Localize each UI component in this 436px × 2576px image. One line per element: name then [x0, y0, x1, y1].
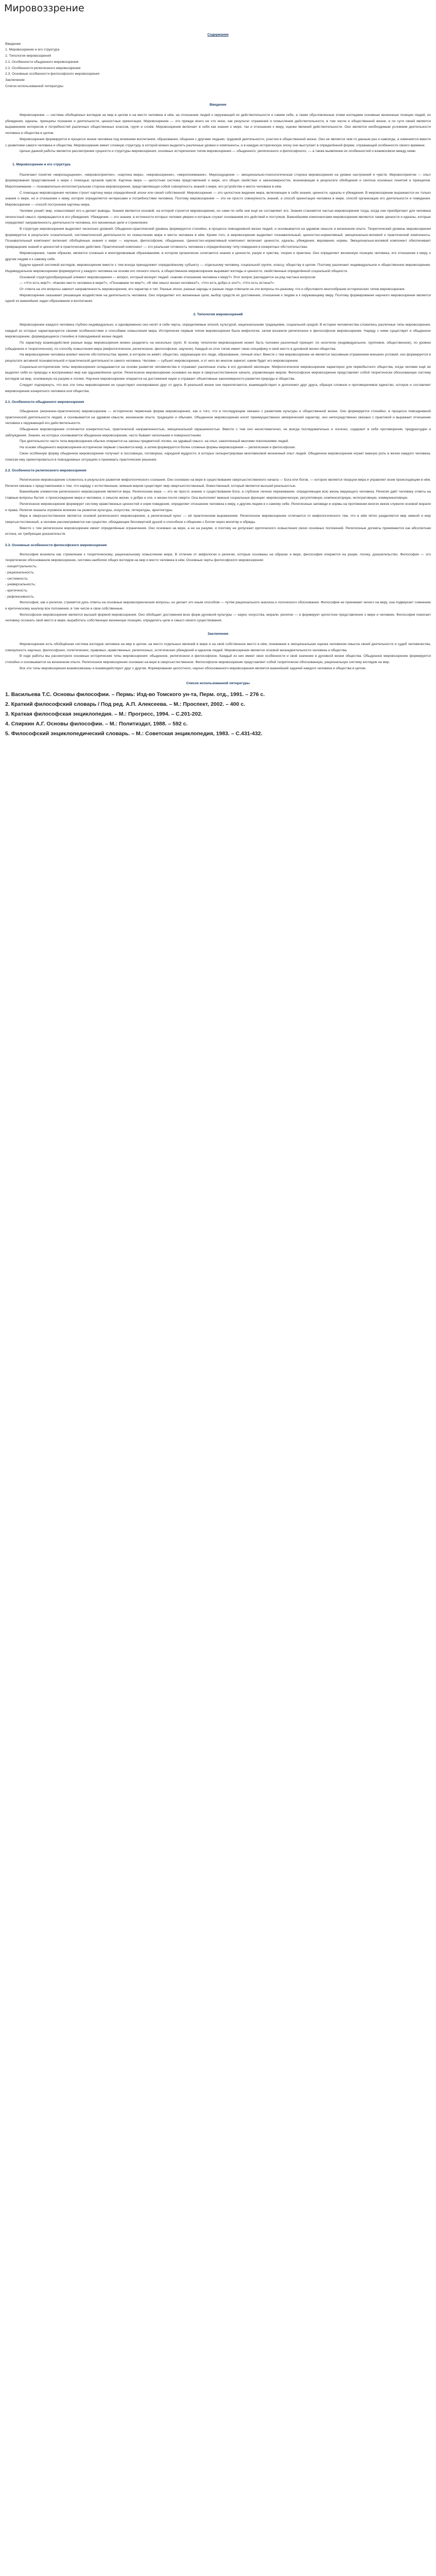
paragraph: Основной структурообразующий элемент мировоззрения — вопрос, который волнует людей: «каково отношение человека к миру?» Этот вопрос распадается на ряд частных вопросов:	[20, 275, 316, 279]
toc-item: 2.1. Особенности обыденного мировоззрения	[5, 60, 79, 64]
paragraph: От ответа на эти вопросы зависит направленность мировоззрения, его характер и тип. Разные эпохи, разные народы и разные люди отвечали на эти вопросы по-разному, что и обусловило многообразие исторических типов мировоззрения.	[20, 287, 406, 292]
paragraph: Мировоззрение, таким образом, является сложным и многоуровневым образованием, в котором органически сочетаются знания и ценности, разум и чувства, теория и практика. Оно определяет жизненную позицию человека, его отношение к миру, к другим людям и к самому себе.	[5, 251, 431, 261]
paragraph: По характеру взаимодействия разные виды мировоззрения можно разделить на несколько групп. В основу типологии мировоззрения может быть положен различный принцип: по носителю (индивидуальное, групповое, общественное), по уровню (обыденное и теоретическое), по способу осмысления мира (мифологическое, религиозное, философское, научное). Каждый из этих типов имеет свою специфику и своё место в духовной жизни общества.	[5, 341, 431, 351]
paragraph: Свою особенную форму обыденное мировоззрение получает в пословицах, поговорках, народной мудрости, в которых сконцентрирован многовековой жизненный опыт людей. Обыденное мировоззрение играет важную роль в жизни каждого человека, помогая ему ориентироваться в повседневных ситуациях и принимать практические решения.	[5, 451, 431, 462]
paragraph: В ходе работы мы рассмотрели основные исторические типы мировоззрения: обыденное, религиозное и философское. Каждый из них имеет свои особенности и своё значение в духовной жизни общества. Обыденное мировоззрение формируется стихийно и основывается на жизненном опыте. Религиозное мировоззрение основано на вере в сверхъестественное. Философское мировоззрение представляет собой теоретически обоснованную, рациональную систему взглядов на мир.	[5, 654, 431, 664]
paragraph: Философия, как и религия, стремится дать ответы на основные мировоззренческие вопросы, но делает это иным способом — путём рационального анализа и логического обоснования. Философия не принимает ничего на веру, она подвергает сомнению и критическому анализу все положения, в том числе и свои собственные.	[5, 601, 431, 611]
paragraph: Мировоззрение оказывает решающее воздействие на деятельность человека. Оно определяет его жизненные цели, выбор средств их достижения, отношение к людям и к окружающему миру. Поэтому формирование научного мировоззрения является одной из важнейших задач образования и воспитания.	[5, 293, 431, 303]
paragraph: Важнейшим элементом религиозного мировоззрения является вера. Религиозная вера — это не просто знание о существовании Бога, а глубокое личное переживание, определяющее всю жизнь верующего человека. Религия даёт человеку ответы на главные вопросы бытия: о происхождении мира и человека, о смысле жизни, о добре и зле, о жизни после смерти. Она выполняет важные социальные функции: мировоззренческую, регулятивную, компенсаторную, интегративную, коммуникативную.	[5, 490, 431, 500]
paragraph: Все эти типы мировоззрения взаимосвязаны и взаимодействуют друг с другом. Формирование целостного, научно обоснованного мировоззрения является важнейшей задачей каждого человека и общества в целом.	[20, 666, 367, 670]
toc-item: 1. Мировоззрение и его структура	[5, 48, 60, 52]
section-heading: 2.1. Особенности обыденного мировоззрения	[5, 400, 84, 404]
bibliography-item: 5. Философский энциклопедический словарь. – М.: Советская энциклопедия, 1983. – С.431-432.	[5, 731, 263, 737]
section-heading: 2. Типология мировоззрений	[193, 313, 243, 317]
paragraph: Следует подчеркнуть, что все эти типы мировоззрения не существуют изолированно друг от друга. В реальной жизни они переплетаются, взаимодействуют и дополняют друг друга, образуя сложное и противоречивое единство, которое и составляет мировоззрение конкретного человека или общества.	[5, 383, 431, 393]
paragraph: Мировоззрение каждого человека глубоко индивидуально, и одновременно оно несёт в себе черты, определяемые эпохой, культурой, национальными традициями, социальной средой. В истории человечества сложились различные типы мировоззрения, каждый из которых характеризуется своими особенностями и способами осмысления мира. Исторически первым типом мировоззрения была мифология, затем возникли религиозное и философское мировоззрение. Наряду с ними существует и обыденное мировоззрение, формирующееся стихийно в повседневной жизни людей.	[5, 323, 431, 339]
paragraph: Обыденное (жизненно-практическое) мировоззрение — исторически первичная форма мировоззрения, как и того, что в последующем связано с развитием культуры и общественной жизни. Оно формируется стихийно, в процессе повседневной практической деятельности людей, и основывается на здравом смысле, жизненном опыте, традициях и обычаях. Обыденное мировоззрение носит преимущественно эмпирический характер, оно непосредственно связано с практикой и выражает отношение человека к окружающей его действительности.	[5, 409, 431, 426]
paragraph: Целью данной работы является рассмотрение сущности и структуры мировоззрения, основных исторических типов мировоззрения — обыденного, религиозного и философского, — а также выявление их особенностей и взаимосвязи между ними.	[20, 149, 416, 154]
toc-item: Список использованной литературы	[5, 84, 63, 88]
paragraph: Религиозное мировоззрение сложилось в результате развития мифологического сознания. Оно основано на вере в существование сверхъестественного начала — Бога или богов, — которое является творцом мира и управляет всем происходящим в нём. Религия связана с представлением о том, что наряду с естественным, земным миром существует мир сверхъестественный, божественный, который является высшей реальностью.	[5, 478, 431, 488]
toc-item: Заключение	[5, 78, 25, 82]
list-item: - рациональность;	[5, 570, 34, 574]
paragraph: На основе обыденного мировоззрения исторически первым становится миф, а затем формируются более сложные формы мировоззрения — религиозная и философская.	[20, 446, 296, 450]
paragraph: Мировоззрение есть обобщённая система взглядов человека на мир в целом, на место отдельных явлений в мире и на своё собственное место в нём, понимание и эмоциональная оценка человеком смысла своей деятельности и судеб человечества, совокупность научных, философских, политических, правовых, нравственных, религиозных, эстетических убеждений и идеалов людей. Мировоззрение является основой жизнедеятельности человека и общества.	[5, 642, 431, 652]
paragraph: Будучи единой системой взглядов, мировоззрение вместе с тем всегда принадлежит определённому субъекту — отдельному человеку, социальной группе, классу, обществу в целом. Поэтому различают индивидуальное и общественное мировоззрение. Индивидуальное мировоззрение формируется у каждого человека на основе его личного опыта, а общественное мировоззрение выражает взгляды и ценности, свойственные определённой социальной общности.	[5, 263, 431, 273]
bibliography-item: 4. Спиркин А.Г. Основы философии. – М.: Политиздат, 1988. – 592 с.	[5, 721, 188, 727]
bibliography-item: 3. Краткая философская энциклопедия. – М.: Прогресс, 1994. – С.201-202.	[5, 711, 203, 718]
paragraph: Философия возникла как стремление к теоретическому, рациональному осмыслению мира. В отличие от мифологии и религии, которые основаны на образах и вере, философия опирается на разум, логику, доказательство. Философия — это теоретически обоснованное мировоззрение, система наиболее общих взглядов на мир и место человека в нём. Основные черты философского мировоззрения:	[5, 552, 431, 563]
paragraph: Различают понятия «мироощущение», «мировосприятие», «картина мира», «мировоззрение», «миропонимание». Мироощущение — эмоционально-психологическая сторона мировоззрения на уровне настроений и чувств. Мировосприятие — опыт формирования представлений о мире с помощью органов чувств. Картина мира — целостная система представлений о мире, его общих свойствах и закономерностях, возникающая в результате обобщения и синтеза основных понятий и принципов. Миропонимание — познавательно-интеллектуальная сторона мировоззрения, представляющая собой совокупность знаний о мире, его устройстве и месте человека в нём.	[5, 173, 431, 189]
paragraph: Философское мировоззрение является высшей формой мировоззрения. Оно обобщает достижения всех форм духовной культуры — науки, искусства, морали, религии — и формирует целостное представление о мире и человеке. Философия помогает человеку осознать своё место в мире, выработать собственную жизненную позицию, определить цели и смысл своего существования.	[5, 613, 431, 623]
paragraph: Человек узнаёт мир, осмысливает его и делает выводы. Знания являются основой, на которой строится мировоззрение, но сами по себе они ещё не составляют его. Знания становятся частью мировоззрения тогда, когда они приобретают для человека личностный смысл, превращаются в его убеждения. Убеждения — это знания, в истинности которых человек уверен и которые служат основанием его действий и поступков. Важнейшими компонентами мировоззрения являются также ценности и идеалы, которые определяют направленность деятельности человека, его жизненные цели и стремления.	[5, 209, 431, 225]
list-item: - системность;	[5, 577, 28, 581]
toc-item: 2. Типология мировоззрений	[5, 54, 51, 58]
section-heading: Заключение	[207, 632, 229, 636]
section-heading: 2.3. Основные особенности философского мировоззрения	[5, 544, 107, 548]
list-item: - рефлексивность.	[5, 595, 35, 599]
paragraph: Обыденное мировоззрение отличается конкретностью, практической направленностью, эмоциональной окрашенностью. Вместе с тем оно несистематично, не всегда последовательно и логично, содержит в себе противоречия, предрассудки и заблуждения. Знания, на которых основывается обыденное мировоззрение, часто бывают неполными и поверхностными.	[5, 428, 431, 437]
paragraph: Вера в сверхъестественное является основой религиозного мировоззрения, а религиозный культ — её практическим выражением. Религиозное мировоззрение отличается от мифологического тем, что в нём чётко разделяется мир земной и мир сверхъестественный, а человек рассматривается как существо, обладающее бессмертной душой и способное к общению с Богом через молитву и обряды.	[5, 514, 431, 524]
article-body	[5, 102, 431, 671]
section-heading: 1. Мировоззрение и его структура	[12, 162, 71, 166]
bibliography-heading: Список использованной литературы	[186, 682, 250, 686]
paragraph: В структуре мировоззрения выделяют несколько уровней. Обыденно-практический уровень формируется стихийно, в процессе повседневной жизни людей, и основывается на здравом смысле и жизненном опыте. Теоретический уровень мировоззрения формируется в результате сознательной, систематической деятельности по осмыслению мира и места человека в нём. Кроме того, в мировоззрении выделяют познавательный, ценностно-нормативный, эмоционально-волевой и практический компоненты. Познавательный компонент включает обобщённые знания о мире — научные, философские, обыденные. Ценностно-нормативный компонент включает ценности, идеалы, убеждения, верования, нормы. Эмоционально-волевой компонент обеспечивает превращение знаний и ценностей в практические действия. Практический компонент — это реальная готовность человека к определённому типу поведения в конкретных обстоятельствах.	[5, 227, 431, 249]
bibliography-item: 2. Краткий философский словарь / Под ред. А.П. Алексеева. – М.: Проспект, 2002. – 400 с.	[5, 701, 246, 708]
list-item: - универсальность;	[5, 583, 36, 587]
toc-item: 2.3. Основные особенности философского мировоззрения	[5, 72, 99, 76]
list-item: - критичность;	[5, 588, 28, 592]
toc-heading: Содержание	[207, 33, 229, 37]
toc-item: 2.2. Особенности религиозного мировоззрения	[5, 66, 81, 70]
article-content	[5, 32, 431, 740]
section-heading: Введение	[210, 103, 226, 107]
section-heading: 2.2. Особенности религиозного мировоззрения	[5, 469, 86, 473]
paragraph: Вместе с тем религиозное мировоззрение имеет определённые ограничения. Оно основано на вере, а не на разуме, и поэтому не допускает критического осмысления своих основных положений. Религиозные догматы принимаются как абсолютная истина, не требующая доказательств.	[5, 526, 431, 536]
paragraph: Социально-исторические типы мировоззрения складываются на основе развития человечества и отражают различные этапы в его духовной эволюции. Мифологическое мировоззрение характерно для первобытного общества, когда человек ещё не выделял себя из природы и воспринимал мир как одушевлённое целое. Религиозное мировоззрение основано на вере в сверхъестественное начало, управляющее миром. Философское мировоззрение представляет собой теоретически обоснованную систему взглядов на мир, основанную на разуме и логике. Научное мировоззрение опирается на достижения науки и отражает объективные закономерности развития природы и общества.	[5, 365, 431, 381]
paragraph: — «Что есть мир?», «Каково место человека в мире?», «Познаваем ли мир?», «В чём смысл жизни человека?», «Что есть добро и зло?», «Что есть истина?».	[20, 281, 275, 285]
bibliography-item: 1. Васильева Т.С. Основы философии. – Пермь: Изд-во Томского ун-та, Перм. отд., 1991. – 276 с.	[5, 691, 265, 698]
table-of-contents	[5, 41, 431, 95]
paragraph: С помощью мировоззрения человек строит картину мира определённой эпохи или своей собственной. Мировоззрение — это целостное видение мира, включающее в себя знания, ценности, идеалы и убеждения. В мировоззрении выражаются не только знания о мире, но и отношение к нему, которое определяется интересами и потребностями человека. Поэтому мировоззрение — это не просто совокупность знаний, а способ ориентации человека в мире, способ организации его деятельности и поведения. Мировоззрение — способ построения картины мира.	[5, 191, 431, 207]
paragraph: Религиозное мировоззрение формирует систему нравственных ценностей и норм поведения, определяет отношение человека к миру, к другим людям и к самому себе. Религиозные заповеди и нормы на протяжении многих веков служили основой морали и права. Религия оказала огромное влияние на развитие культуры, искусства, литературы, архитектуры.	[5, 502, 431, 512]
paragraph: Мировоззрение формируется в процессе жизни человека под влиянием воспитания, образования, общения с другими людьми, трудовой деятельности, участия в общественной жизни. Оно не является чем-то данным раз и навсегда, а изменяется вместе с развитием самого человека и общества. Мировоззрение имеет сложную структуру, в которой можно выделить различные уровни и компоненты, и в каждую историческую эпоху оно выступает в определённой форме, отражающей особенности своего времени.	[5, 137, 431, 147]
toc-item: Введение	[5, 42, 21, 46]
list-item: - концептуальность;	[5, 565, 38, 569]
paragraph: На мировоззрение человека влияют многие обстоятельства: время, в котором он живёт, общество, окружающие его люди, образование, личный опыт. Вместе с тем мировоззрение не является пассивным отражением внешних условий, оно формируется в результате активной познавательной и практической деятельности самого человека. Человек — субъект мировоззрения, и от него во многом зависит, каким будет его мировоззрение.	[5, 353, 431, 363]
paragraph: При деятельности части тела мировоззрения обычно опирается на законы предметной логики, на здравый смысл, на опыт, накопленный многими поколениями людей.	[20, 439, 289, 444]
paragraph: Мировоззрение — система обобщённых взглядов на мир в целом и на место человека в нём, на отношение людей к окружающей их действительности и самим себе, а также обусловленные этими взглядами основные жизненные позиции людей, их убеждения, идеалы, принципы познания и деятельности, ценностные ориентации. Мировоззрение — это прежде всего не что иное, как результат отражения и осмысления действительности, в том числе и общественной жизни, и по сути своей является выражением интересов и потребностей различных общественных классов, групп и слоёв. Мировоззрение включает в себя как знания о мире, так и отношение к миру, оценки явлений действительности. Оно является необходимым условием деятельности человека и общества в целом.	[5, 113, 431, 135]
bibliography-list	[5, 691, 431, 738]
page-title: Мировоззрение	[4, 3, 84, 14]
